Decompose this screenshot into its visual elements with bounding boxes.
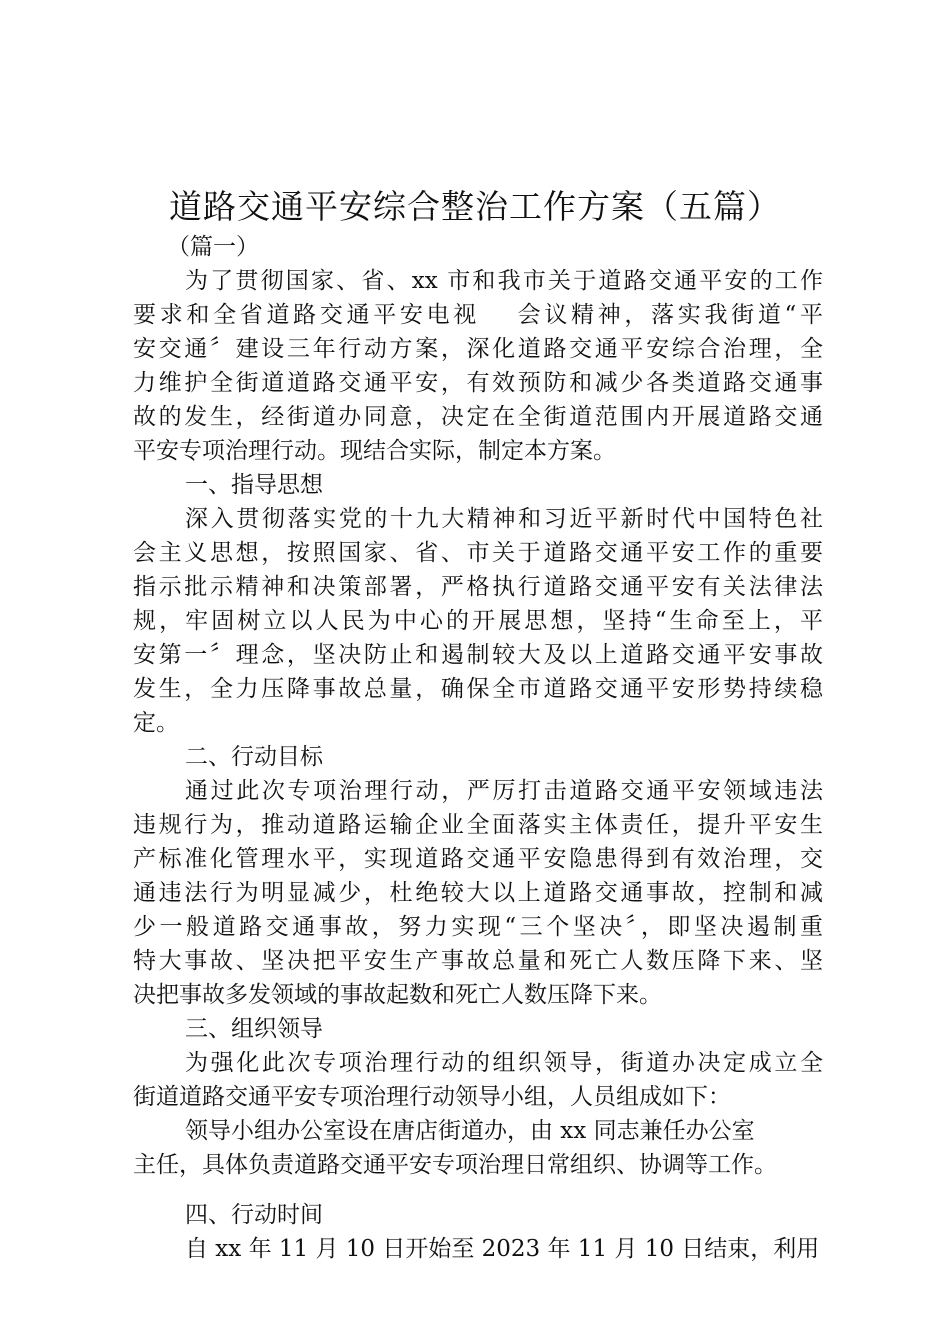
paragraph-line: 街道道路交通平安专项治理行动领导小组，人员组成如下： [133, 1084, 731, 1110]
paragraph-line: 决把事故多发领域的事故起数和死亡人数压降下来。 [133, 982, 662, 1008]
paragraph-line: 主任，具体负责道路交通平安专项治理日常组织、协调等工作。 [133, 1152, 777, 1178]
intro-line: 为了贯彻国家、省、xx 市和我市关于道路交通平安的工作 [185, 268, 823, 294]
intro-line: 安交通〞建设三年行动方案，深化道路交通平安综合治理，全 [133, 336, 823, 362]
paragraph-line: 安第一〞理念，坚决防止和遏制较大及以上道路交通平安事故 [133, 642, 823, 668]
paragraph-line: 特大事故、坚决把平安生产事故总量和死亡人数压降下来、坚 [133, 948, 823, 974]
intro-line: 平安专项治理行动。现结合实际，制定本方案。 [133, 438, 616, 464]
paragraph-line: 产标准化管理水平，实现道路交通平安隐患得到有效治理，交 [133, 846, 823, 872]
intro-line: 故的发生，经街道办同意，决定在全街道范围内开展道路交通 [133, 404, 823, 430]
paragraph-line: 违规行为，推动道路运输企业全面落实主体责任，提升平安生 [133, 812, 823, 838]
paragraph-line: 会主义思想，按照国家、省、市关于道路交通平安工作的重要 [133, 540, 823, 566]
paragraph-line: 指示批示精神和决策部署，严格执行道路交通平安有关法律法 [133, 574, 823, 600]
part-label: （篇一） [167, 234, 259, 260]
intro-line: 力维护全街道道路交通平安，有效预防和减少各类道路交通事 [133, 370, 823, 396]
paragraph-line: 通过此次专项治理行动，严厉打击道路交通平安领域违法 [185, 778, 823, 804]
paragraph-line: 通违法行为明显减少，杜绝较大以上道路交通事故，控制和减 [133, 880, 823, 906]
paragraph-line: 自 xx 年 11 月 10 日开始至 2023 年 11 月 10 日结束，利用 [185, 1236, 820, 1262]
intro-line: 要求和全省道路交通平安电视 会议精神，落实我街道“平 [133, 302, 823, 328]
paragraph-line: 为强化此次专项治理行动的组织领导，街道办决定成立全 [185, 1050, 823, 1076]
paragraph-line: 深入贯彻落实党的十九大精神和习近平新时代中国特色社 [185, 506, 823, 532]
document-title: 道路交通平安综合整治工作方案（五篇） [169, 187, 781, 226]
document-body [133, 230, 823, 1266]
paragraph-line: 定。 [133, 710, 179, 736]
section-heading: 一、指导思想 [185, 472, 323, 498]
section-heading: 四、行动时间 [185, 1202, 323, 1228]
section-heading: 二、行动目标 [185, 744, 323, 770]
paragraph-line: 规，牢固树立以人民为中心的开展思想，坚持“生命至上，平 [133, 608, 823, 634]
paragraph-line: 领导小组办公室设在唐店街道办，由 xx 同志兼任办公室 [185, 1118, 755, 1144]
section-heading: 三、组织领导 [185, 1016, 323, 1042]
paragraph-line: 发生，全力压降事故总量，确保全市道路交通平安形势持续稳 [133, 676, 823, 702]
paragraph-line: 少一般道路交通事故，努力实现“三个坚决〞，即坚决遏制重 [133, 914, 823, 940]
